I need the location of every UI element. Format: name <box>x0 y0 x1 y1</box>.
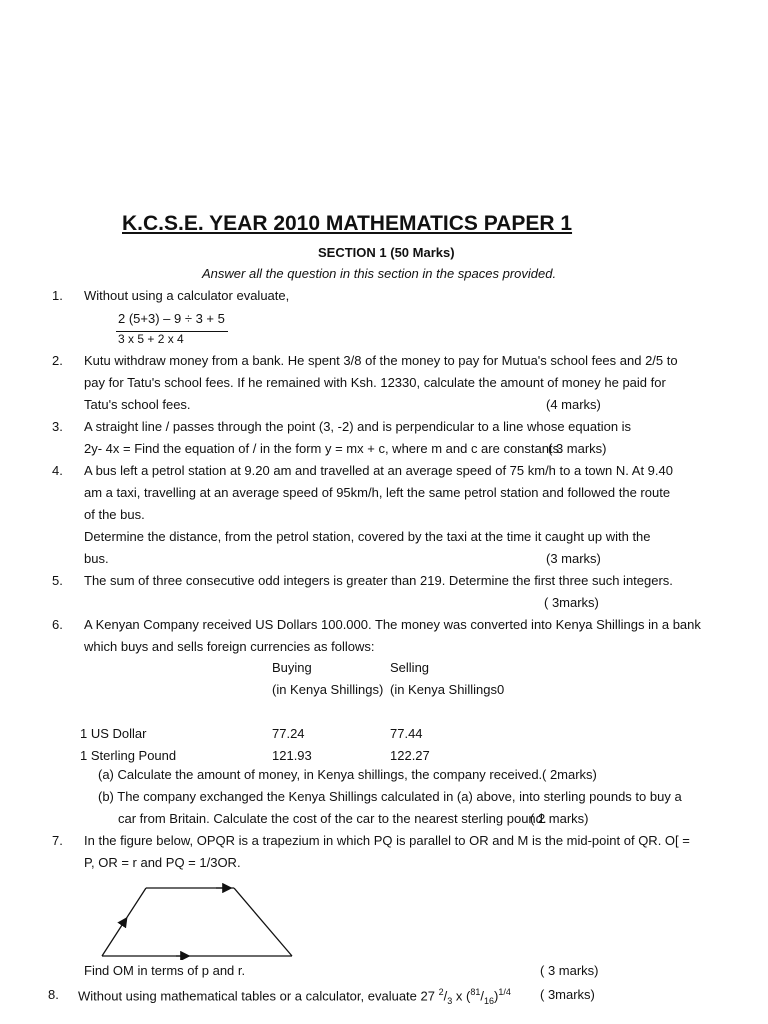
close-paren: ) <box>494 988 499 1004</box>
fraction-denominator: 3 x 5 + 2 x 4 <box>118 332 184 346</box>
outer-exponent: 1/4 <box>498 987 511 997</box>
column-subheader-buying: (in Kenya Shillings) <box>272 681 384 697</box>
question-text: Without using a calculator evaluate, <box>84 288 290 303</box>
question-text-line: The sum of three consecutive odd integers is greater than 219. Determine the first three such integers. <box>84 573 673 588</box>
question-text-line: In the figure below, OPQR is a trapezium in which PQ is parallel to OR and M is the mid-point of QR. O[ = <box>84 833 690 848</box>
table-row <box>80 722 504 744</box>
exchange-rate-table <box>80 656 504 766</box>
marks-label: ( 3marks) <box>540 987 595 1002</box>
question-text-line: 2y- 4x = Find the equation of / in the form y = mx + c, where m and c are constants. <box>84 441 563 456</box>
fraction-numerator: 81 <box>470 987 481 997</box>
table-subheader-row <box>80 678 504 700</box>
currency-label: 1 Sterling Pound <box>80 747 177 763</box>
sub-question-b-line: car from Britain. Calculate the cost of the car to the nearest sterling pound. <box>118 811 547 826</box>
table-row <box>80 744 504 766</box>
question-text-line: Tatu's school fees. <box>84 397 191 412</box>
section-heading: SECTION 1 (50 Marks) <box>318 245 455 260</box>
table-header-row <box>80 656 504 678</box>
marks-label: ( 3 marks) <box>540 963 599 978</box>
column-header-buying: Buying <box>272 659 312 675</box>
column-subheader-selling: (in Kenya Shillings0 <box>390 681 505 697</box>
fraction-denominator: 16 <box>483 995 494 1006</box>
question-text-line: of the bus. <box>84 507 145 522</box>
question-number: 5. <box>52 573 63 588</box>
exponent-denominator: 3 <box>447 995 453 1006</box>
instructions: Answer all the question in this section in the spaces provided. <box>202 266 557 281</box>
marks-label: (3 marks) <box>546 551 601 566</box>
question-number: 2. <box>52 353 63 368</box>
side-qr <box>234 888 292 956</box>
selling-rate: 122.27 <box>390 747 430 763</box>
question-text-line: A straight line / passes through the point (3, -2) and is perpendicular to a line whose equation is <box>84 419 632 434</box>
question-number: 4. <box>52 463 63 478</box>
question-text-line: Determine the distance, from the petrol station, covered by the taxi at the time it caught up with the <box>84 529 651 544</box>
question-text-line: A bus left a petrol station at 9.20 am and travelled at an average speed of 75 km/h to a town N. At 9.40 <box>84 463 673 478</box>
times-symbol: x ( <box>455 988 471 1004</box>
sub-question-b: (b) The company exchanged the Kenya Shillings calculated in (a) above, into sterling pounds to buy a <box>98 789 682 804</box>
question-text-line: bus. <box>84 551 109 566</box>
question-text-line: pay for Tatu's school fees. If he remained with Ksh. 12330, calculate the amount of money he paid for <box>84 375 666 390</box>
marks-label: ( 2 marks) <box>530 811 589 826</box>
selling-rate: 77.44 <box>390 725 423 741</box>
buying-rate: 121.93 <box>272 747 312 763</box>
question-number: 7. <box>52 833 63 848</box>
question-text-line: am a taxi, travelling at an average speed of 95km/h, left the same petrol station and followed the route <box>84 485 671 500</box>
q8-expression: Without using mathematical tables or a calculator, evaluate 27 $^2/_3$ x $(^{81}/_{16})^{1/4}$ <box>78 987 511 1006</box>
find-instruction: Find OM in terms of p and r. <box>84 963 246 978</box>
question-text: Without using mathematical tables or a calculator, evaluate 27 <box>78 988 435 1004</box>
question-number: 6. <box>52 617 63 632</box>
question-number: 1. <box>52 288 63 303</box>
paper-title: K.C.S.E. YEAR 2010 MATHEMATICS PAPER 1 <box>122 212 573 235</box>
buying-rate: 77.24 <box>272 725 305 741</box>
column-header-selling: Selling <box>390 659 430 675</box>
marks-label: ( 3 marks) <box>548 441 607 456</box>
sub-question-a: (a) Calculate the amount of money, in Kenya shillings, the company received. <box>98 767 543 782</box>
question-text-line: P, OR = r and PQ = 1/3OR. <box>84 855 241 870</box>
marks-label: ( 3marks) <box>544 595 599 610</box>
trapezium-figure <box>96 880 306 960</box>
question-text-line: which buys and sells foreign currencies as follows: <box>84 639 375 654</box>
question-text-line: A Kenyan Company received US Dollars 100.000. The money was converted into Kenya Shillings in a bank <box>84 617 701 632</box>
question-number: 3. <box>52 419 63 434</box>
question-number: 8. <box>48 987 59 1002</box>
currency-label: 1 US Dollar <box>80 725 147 741</box>
arrow-p-icon <box>124 919 126 922</box>
marks-label: (4 marks) <box>546 397 601 412</box>
exponent-numerator: 2 <box>438 987 444 997</box>
fraction-numerator: 2 (5+3) – 9 ÷ 3 + 5 <box>118 311 225 326</box>
marks-label: ( 2marks) <box>542 767 597 782</box>
question-text-line: Kutu withdraw money from a bank. He spent 3/8 of the money to pay for Mutua's school fees and 2/5 to <box>84 353 678 368</box>
